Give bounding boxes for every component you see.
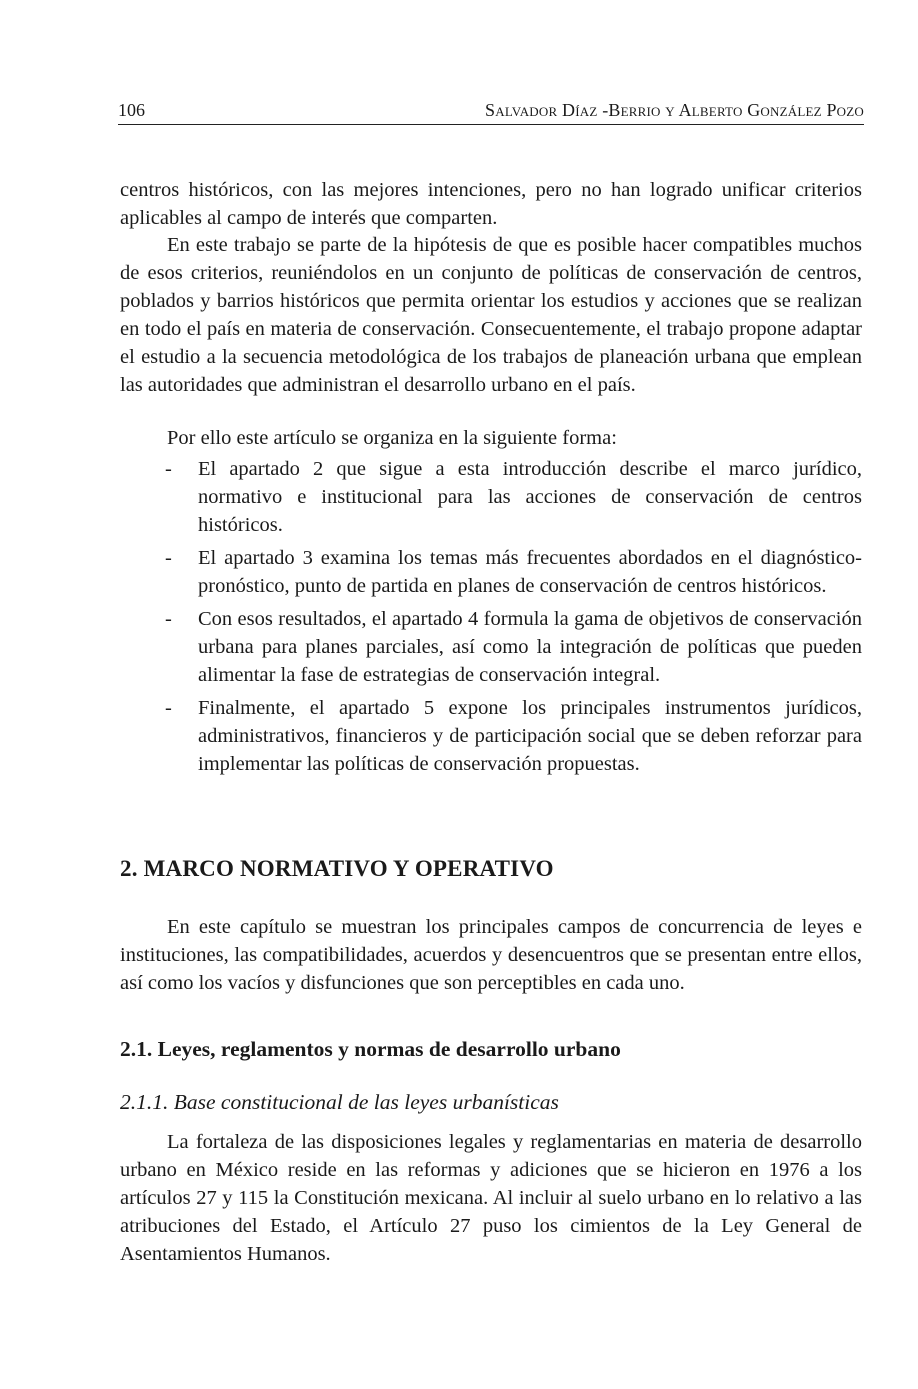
paragraph: En este trabajo se parte de la hipótesis de que es posible hacer compatibles muchos de esos criterios, reuniéndolos en un conjunto de políticas de conservación de centros, poblados y barrios históricos que permita orientar los estudios y acciones que se realizan en todo el país en materia de conservación. Consecuentemente, el trabajo propone adaptar el estudio a la secuencia metodológica de los trabajos de planeación urbana que emplean las autoridades que administran el desarrollo urbano en el país. (120, 234, 862, 396)
paragraph-constitutional (120, 1128, 862, 1268)
paragraph: La fortaleza de las disposiciones legales y reglamentarias en materia de desarrollo urbano en México reside en las reformas y adiciones que se hicieron en 1976 a los artículos 27 y 115 la Constitución mexicana. Al incluir al suelo urbano en lo relativo a las atribuciones del Estado, el Artículo 27 puso los cimientos de la Ley General de Asentamientos Humanos. (120, 1131, 862, 1265)
paragraph-continuation (120, 176, 862, 232)
list-item-text: El apartado 2 que sigue a esta introducción describe el marco jurídico, normativo e institucional para las acciones de conservación de centros históricos. (198, 458, 862, 536)
list-item (120, 694, 862, 778)
paragraph-organization (120, 424, 862, 452)
section-heading: 2. MARCO NORMATIVO Y OPERATIVO (120, 856, 554, 881)
subsection-heading: 2.1. Leyes, reglamentos y normas de desarrollo urbano (120, 1037, 621, 1061)
page-number: 106 (118, 100, 145, 120)
page-header (118, 100, 864, 125)
list-dash: - (165, 697, 172, 719)
list-item (120, 544, 862, 600)
paragraph-hypothesis (120, 231, 862, 399)
list-item-text: Con esos resultados, el apartado 4 formula la gama de objetivos de conservación urbana para planes parciales, así como la integración de políticas que pueden alimentar la fase de estrategias de conservación integral. (198, 608, 862, 686)
list-item-text: Finalmente, el apartado 5 expone los principales instrumentos jurídicos, administrativos, financieros y de participación social que se deben reforzar para implementar las políticas de conservación propuestas. (198, 697, 862, 775)
running-head: Salvador Díaz -Berrio y Alberto González Pozo (485, 100, 864, 120)
paragraph: centros históricos, con las mejores intenciones, pero no han logrado unificar criterios aplicables al campo de interés que comparten. (120, 179, 862, 229)
outline-list (120, 455, 862, 783)
paragraph-section2 (120, 913, 862, 997)
list-dash: - (165, 608, 172, 630)
list-item (120, 455, 862, 539)
list-dash: - (165, 458, 172, 480)
paragraph: En este capítulo se muestran los principales campos de concurrencia de leyes e instituciones, las compatibilidades, acuerdos y desencuentros que se presentan entre ellos, así como los vacíos y disfunciones que son perceptibles en cada uno. (120, 916, 862, 994)
list-item-text: El apartado 3 examina los temas más frecuentes abordados en el diagnóstico-pronóstico, punto de partida en planes de conservación de centros históricos. (198, 547, 862, 597)
subsubsection-heading: 2.1.1. Base constitucional de las leyes urbanísticas (120, 1090, 559, 1114)
paragraph: Por ello este artículo se organiza en la siguiente forma: (167, 427, 617, 449)
list-dash: - (165, 547, 172, 569)
list-item (120, 605, 862, 689)
